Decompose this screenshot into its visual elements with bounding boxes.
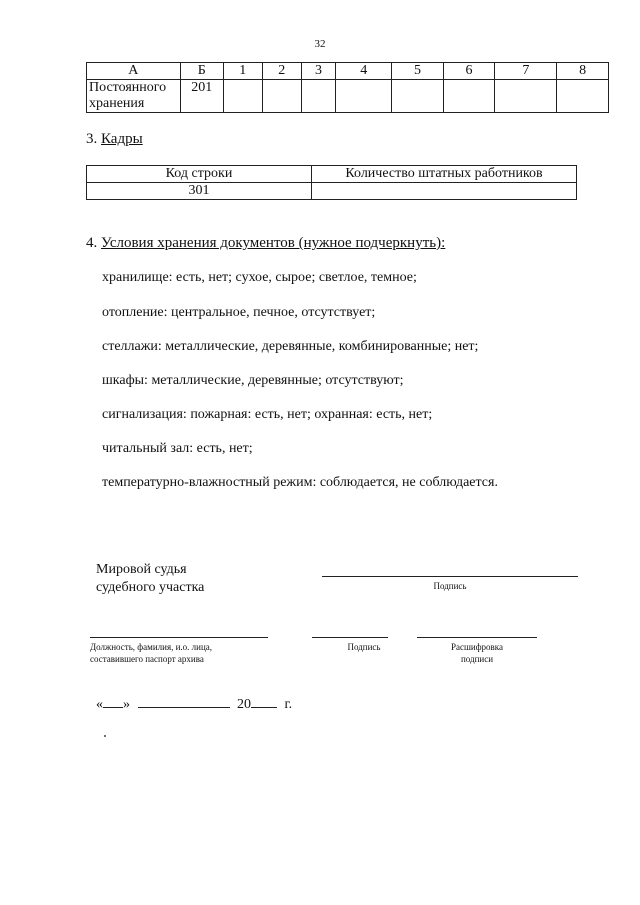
judge-title: [96, 561, 204, 597]
date-century: 20: [237, 697, 251, 712]
condition-alarm: сигнализация: пожарная: есть, нет; охранная: есть, нет;: [102, 407, 433, 422]
section-3-heading: [86, 131, 143, 148]
section-title: Условия хранения документов (нужное подчеркнуть):: [101, 235, 446, 251]
empty-cell[interactable]: [392, 80, 444, 113]
compiler-name-caption: [90, 641, 268, 665]
table-header-cell: 8: [557, 63, 609, 80]
empty-cell[interactable]: [336, 80, 392, 113]
table-header-cell: Количество штатных работников: [312, 166, 577, 183]
row-label-cell: [87, 80, 181, 113]
archive-table: [86, 62, 609, 113]
table-header-row: [87, 166, 577, 183]
table-header-cell: 1: [223, 63, 262, 80]
table-header-cell: 3: [301, 63, 336, 80]
table-header-cell: 4: [336, 63, 392, 80]
staff-count-cell[interactable]: [312, 183, 577, 200]
page-number: 32: [314, 38, 326, 50]
condition-storage: хранилище: есть, нет; сухое, сырое; светлое, темное;: [102, 270, 417, 285]
table-header-cell: 7: [495, 63, 557, 80]
empty-cell[interactable]: [443, 80, 495, 113]
date-close-quote: »: [123, 697, 130, 712]
date-month-blank[interactable]: [138, 695, 230, 708]
judge-title-line: судебного участка: [96, 580, 205, 595]
empty-cell[interactable]: [301, 80, 336, 113]
caption-line: Расшифровка: [450, 642, 504, 652]
date-year-suffix: г.: [284, 697, 293, 712]
compiler-signature-line[interactable]: [312, 637, 388, 638]
table-row: [87, 80, 609, 113]
table-header-cell: А: [87, 63, 181, 80]
row-label-line: Постоянного: [89, 80, 167, 95]
caption-line: Должность, фамилия, и.о. лица,: [90, 642, 213, 652]
row-code-cell: 201: [180, 80, 223, 113]
empty-cell[interactable]: [262, 80, 301, 113]
condition-reading-room: читальный зал: есть, нет;: [102, 441, 253, 456]
section-number: 4.: [86, 235, 98, 251]
section-number: 3.: [86, 131, 98, 147]
table-header-cell: 2: [262, 63, 301, 80]
table-header-cell: Код строки: [87, 166, 312, 183]
judge-signature-caption: Подпись: [433, 581, 467, 591]
judge-title-line: Мировой судья: [96, 562, 187, 577]
table-header-cell: Б: [180, 63, 223, 80]
condition-climate: температурно-влажностный режим: соблюдается, не соблюдается.: [102, 475, 498, 490]
signature-decode-line[interactable]: [417, 637, 537, 638]
table-header-cell: 5: [392, 63, 444, 80]
row-code-cell: 301: [87, 183, 312, 200]
staff-table: [86, 165, 577, 200]
condition-shelving: стеллажи: металлические, деревянные, комбинированные; нет;: [102, 339, 479, 354]
table-header-row: [87, 63, 609, 80]
date-year-blank[interactable]: [251, 695, 277, 708]
caption-line: составившего паспорт архива: [90, 654, 204, 664]
condition-heating: отопление: центральное, печное, отсутствует;: [102, 305, 376, 320]
empty-cell[interactable]: [557, 80, 609, 113]
empty-cell[interactable]: [223, 80, 262, 113]
table-row: [87, 183, 577, 200]
judge-signature-line[interactable]: [322, 576, 578, 577]
condition-cabinets: шкафы: металлические, деревянные; отсутствуют;: [102, 373, 404, 388]
section-title: Кадры: [101, 131, 143, 147]
stray-mark: [104, 735, 106, 737]
empty-cell[interactable]: [495, 80, 557, 113]
table-header-cell: 6: [443, 63, 495, 80]
date-open-quote: «: [96, 697, 103, 712]
date-line: [96, 695, 292, 713]
signature-decode-caption: [417, 641, 537, 665]
date-day-blank[interactable]: [103, 695, 123, 708]
section-4-heading: [86, 235, 445, 252]
compiler-name-line[interactable]: [90, 637, 268, 638]
row-label-line: хранения: [89, 96, 145, 111]
caption-line: подписи: [460, 654, 494, 664]
compiler-signature-caption: Подпись: [347, 642, 381, 652]
